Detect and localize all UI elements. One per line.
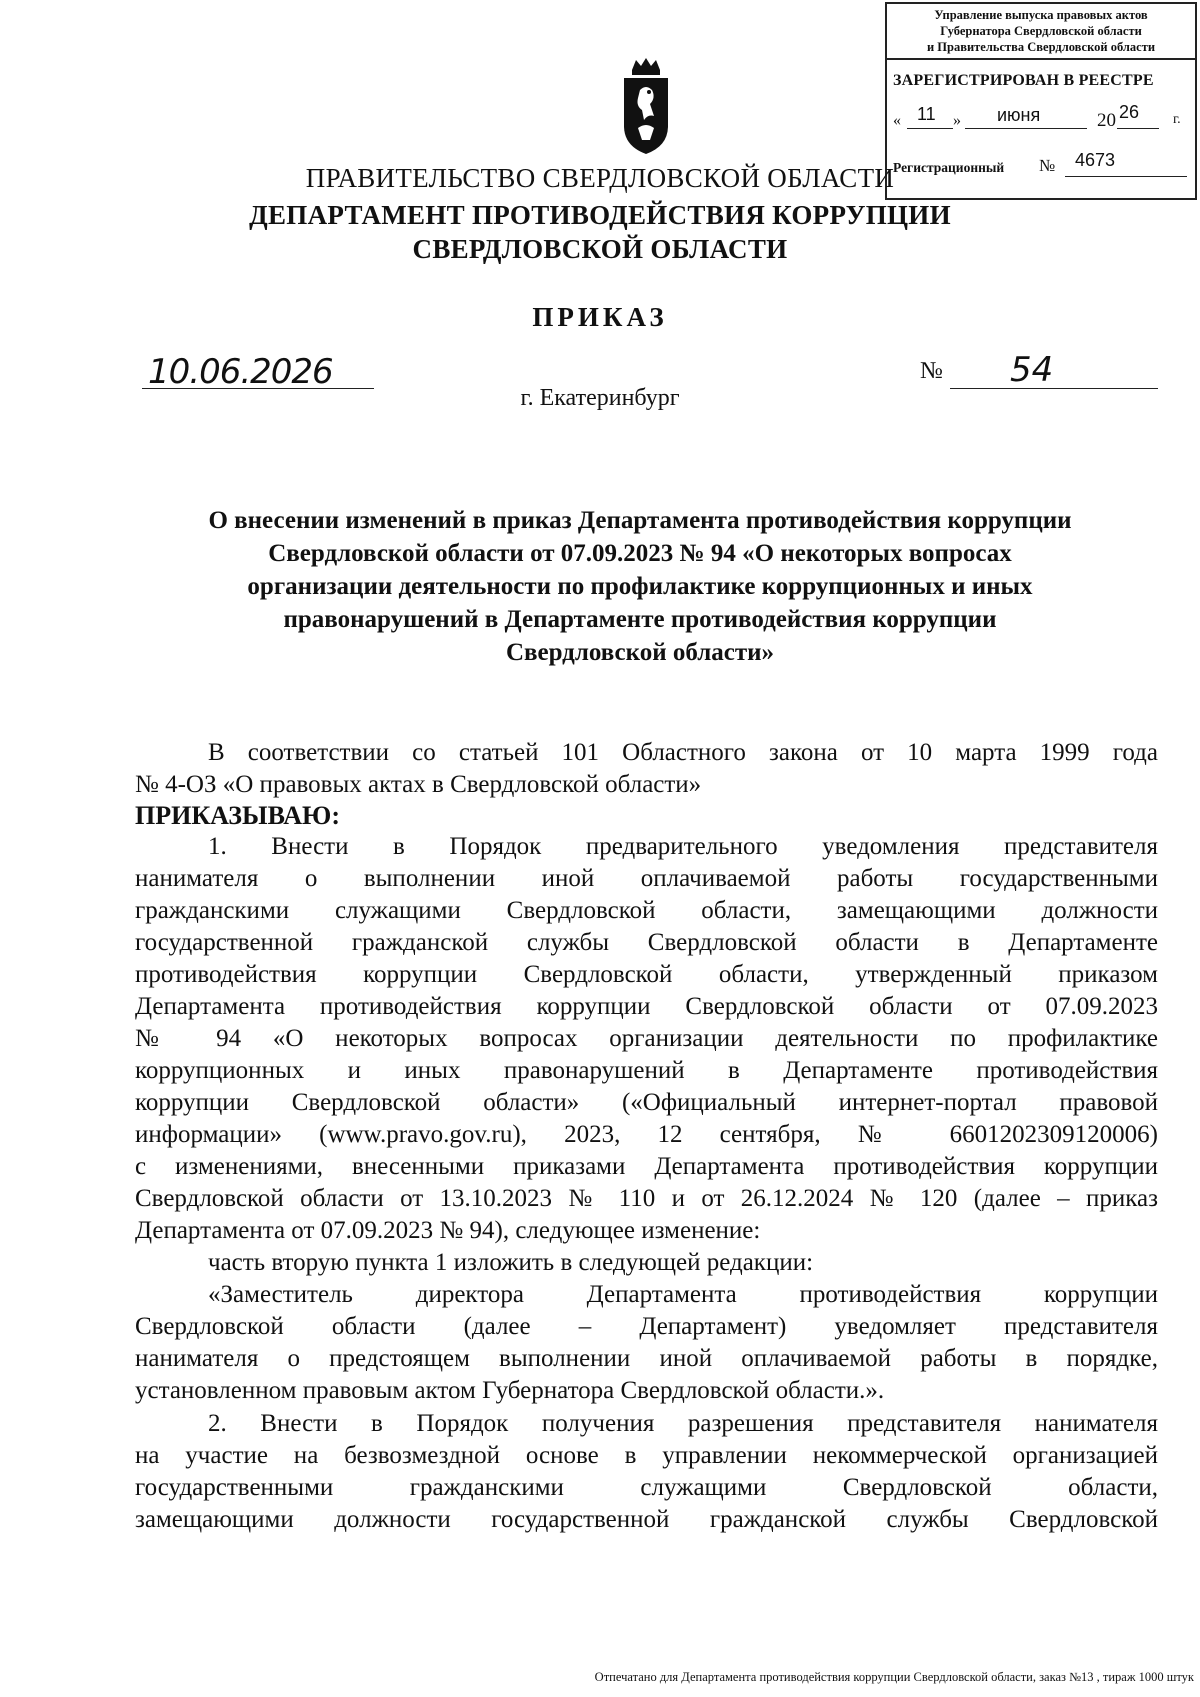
title-line: правонарушений в Департаменте противодействия коррупции <box>283 606 997 633</box>
paragraph-line: Департамента противодействия коррупции Свердловской области от 07.09.2023 <box>135 993 1158 1020</box>
paragraph-line: нанимателя о выполнении иной оплачиваемой работы государственными <box>135 865 1158 892</box>
paragraph-line: Свердловской области от 13.10.2023 № 110 и от 26.12.2024 № 120 (далее – приказ <box>135 1185 1158 1212</box>
title-line: О внесении изменений в приказ Департамента противодействия коррупции <box>208 507 1072 534</box>
stamp-day: 11 <box>917 104 936 124</box>
stamp-reg-label: Регистрационный <box>893 160 1005 175</box>
order-word: ПРИКАЗЫВАЮ: <box>135 801 340 830</box>
preamble-line: В соответствии со статьей 101 Областного закона от 10 марта 1999 года <box>208 739 1158 766</box>
paragraph-line: часть вторую пункта 1 изложить в следующей редакции: <box>208 1249 814 1276</box>
stamp-day-line <box>907 128 953 129</box>
quote-line: Свердловской области (далее – Департамент) уведомляет представителя <box>135 1313 1158 1340</box>
paragraph-line: государственной гражданской службы Свердловской области в Департаменте <box>135 929 1158 956</box>
document-type: ПРИКАЗ <box>532 302 668 332</box>
stamp-year-line <box>1117 128 1159 129</box>
paragraph-line: № 94 «О некоторых вопросах организации деятельности по профилактике <box>135 1025 1158 1052</box>
order-date-handwritten: 10.06.2026 <box>148 352 333 392</box>
government-name: ПРАВИТЕЛЬСТВО СВЕРДЛОВСКОЙ ОБЛАСТИ <box>305 163 895 193</box>
paragraph-line: 1. Внести в Порядок предварительного уведомления представителя <box>208 833 1158 860</box>
department-name-line1: ДЕПАРТАМЕНТ ПРОТИВОДЕЙСТВИЯ КОРРУПЦИИ <box>249 200 951 230</box>
stamp-year-abbr: г. <box>1173 112 1181 127</box>
quote-line: «Заместитель директора Департамента противодействия коррупции <box>208 1281 1158 1308</box>
coat-of-arms-icon <box>620 56 672 156</box>
stamp-open-quote: « <box>893 112 901 129</box>
paragraph-line: 2. Внести в Порядок получения разрешения представителя нанимателя <box>208 1410 1158 1437</box>
document-title <box>140 504 1140 669</box>
print-footer: Отпечатано для Департамента противодействия коррупции Свердловской области, заказ №13 , тираж 1000 штук <box>594 1670 1194 1684</box>
paragraph-line: на участие на безвозмездной основе в управлении некоммерческой организацией <box>135 1442 1158 1469</box>
paragraph-line: государственными гражданскими служащими Свердловской области, <box>135 1474 1158 1501</box>
paragraph-line: с изменениями, внесенными приказами Департамента противодействия коррупции <box>135 1153 1158 1180</box>
paragraph-line: замещающими должности государственной гражданской службы Свердловской <box>135 1506 1158 1533</box>
paragraph-line: информации» (www.pravo.gov.ru), 2023, 12 сентября, № 6601202309120006) <box>135 1121 1158 1148</box>
stamp-close-quote: » <box>953 112 961 129</box>
order-number-sign: № <box>920 358 943 384</box>
stamp-issuer-line: Губернатора Свердловской области <box>940 24 1142 38</box>
title-line: организации деятельности по профилактике коррупционных и иных <box>247 573 1033 600</box>
title-line: Свердловской области от 07.09.2023 № 94 «О некоторых вопросах <box>268 540 1012 567</box>
city: г. Екатеринбург <box>520 385 680 411</box>
stamp-issuer-line: Управление выпуска правовых актов <box>934 8 1148 22</box>
stamp-date <box>893 102 1193 134</box>
stamp-month-line <box>965 128 1087 129</box>
order-number-handwritten: 54 <box>1010 350 1054 390</box>
quote-line: нанимателя о предстоящем выполнении иной оплачиваемой работы в порядке, <box>135 1345 1158 1372</box>
stamp-num-sign: № <box>1039 156 1056 175</box>
department-name-line2: СВЕРДЛОВСКОЙ ОБЛАСТИ <box>412 234 788 264</box>
stamp-issuer <box>887 4 1195 60</box>
paragraph-line: коррупции Свердловской области» («Официальный интернет-портал правовой <box>135 1089 1158 1116</box>
paragraph-line: гражданскими служащими Свердловской области, замещающими должности <box>135 897 1158 924</box>
stamp-year-suffix: 26 <box>1119 102 1140 122</box>
preamble-line: № 4-ОЗ «О правовых актах в Свердловской области» <box>135 771 702 798</box>
stamp-reg-number: 4673 <box>1075 150 1116 170</box>
paragraph-line: Департамента от 07.09.2023 № 94), следующее изменение: <box>135 1217 761 1244</box>
title-line: Свердловской области» <box>505 639 775 666</box>
stamp-registered-label: ЗАРЕГИСТРИРОВАН В РЕЕСТРЕ <box>893 72 1154 89</box>
stamp-issuer-line: и Правительства Свердловской области <box>926 40 1156 54</box>
paragraph-line: противодействия коррупции Свердловской области, утвержденный приказом <box>135 961 1158 988</box>
paragraph-line: коррупционных и иных правонарушений в Департаменте противодействия <box>135 1057 1158 1084</box>
quote-line: установленном правовым актом Губернатора Свердловской области.». <box>135 1377 885 1404</box>
stamp-year-prefix: 20 <box>1097 110 1116 131</box>
stamp-month: июня <box>997 105 1041 125</box>
